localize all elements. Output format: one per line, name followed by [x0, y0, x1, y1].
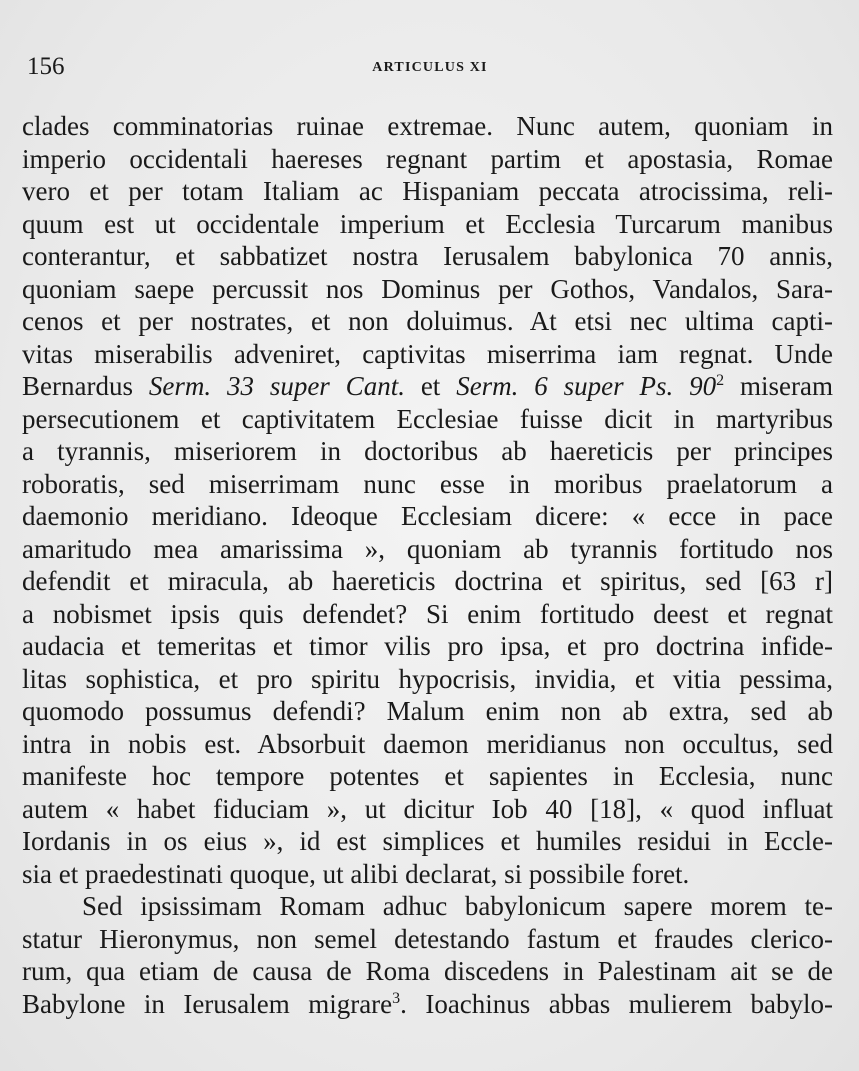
text-segment: cenos et per nostrates, et non doluimus. At etsi nec ultima capti- [22, 306, 833, 336]
text-segment: intra in nobis est. Absorbuit daemon meridianus non occultus, sed [22, 728, 833, 759]
text-line [22, 890, 833, 923]
text-line [22, 598, 833, 631]
text-line [22, 858, 833, 891]
running-head: ARTICULUS XI [372, 60, 488, 75]
text-line [22, 825, 833, 858]
text-segment: miseram [724, 371, 833, 401]
text-line [22, 175, 833, 208]
text-segment: Iordanis in os eius », id est simplices et humiles residui in Eccle- [22, 826, 833, 856]
text-line [22, 923, 833, 956]
text-line [22, 143, 833, 176]
text-line [22, 240, 833, 273]
text-line [22, 565, 833, 598]
text-line [22, 338, 833, 371]
text-segment: vitas miserabilis adveniret, captivitas miserrima iam regnat. Unde [22, 338, 833, 369]
footnote-marker: 2 [716, 372, 725, 389]
text-segment: litas sophistica, et pro spiritu hypocrisis, invidia, et vitia pessima, [22, 663, 833, 694]
text-line [22, 370, 833, 403]
text-segment: conterantur, et sabbatizet nostra Ierusalem babylonica 70 annis, [22, 241, 833, 271]
italic-reference: Serm. 6 super Ps. 90 [456, 371, 717, 401]
text-segment: quoniam saepe percussit nos Dominus per Gothos, Vandalos, Sara- [22, 273, 833, 304]
text-segment: audacia et temeritas et timor vilis pro ipsa, et pro doctrina infide- [22, 631, 833, 661]
text-line [22, 988, 833, 1021]
text-segment: Sed ipsissimam Romam adhuc babylonicum sapere morem te- [82, 891, 833, 921]
text-segment: daemonio meridiano. Ideoque Ecclesiam dicere: « ecce in pace [22, 501, 833, 531]
text-segment: rum, qua etiam de causa de Roma discedens in Palestinam ait se de [22, 956, 833, 986]
footnote-marker: 3 [392, 989, 401, 1007]
text-segment: manifeste hoc tempore potentes et sapientes in Ecclesia, nunc [22, 761, 833, 791]
text-segment: imperio occidentali haereses regnant partim et apostasia, Romae [22, 143, 833, 174]
text-segment: et [404, 371, 457, 401]
text-line [22, 533, 833, 566]
body-text [22, 110, 833, 1020]
text-line [22, 728, 833, 761]
text-segment: persecutionem et captivitatem Ecclesiae fuisse dicit in martyribus [22, 403, 833, 434]
page-number: 156 [27, 53, 65, 80]
text-line [22, 760, 833, 793]
text-segment: . Ioachinus abbas mulierem babylo- [400, 988, 833, 1019]
text-segment: amaritudo mea amarissima », quoniam ab tyrannis fortitudo nos [22, 533, 833, 564]
text-segment: a tyrannis, miseriorem in doctoribus ab haereticis per principes [22, 436, 833, 466]
text-line [22, 110, 833, 143]
text-segment: sia et praedestinati quoque, ut alibi declarat, si possibile foret. [22, 858, 690, 889]
page-header [27, 52, 833, 82]
text-line [22, 208, 833, 241]
text-segment: vero et per totam Italiam ac Hispaniam peccata atrocissima, reli- [22, 176, 833, 206]
text-segment: statur Hieronymus, non semel detestando fastum et fraudes clerico- [22, 923, 833, 954]
text-line [22, 663, 833, 696]
text-segment: quum est ut occidentale imperium et Ecclesia Turcarum manibus [22, 208, 833, 239]
text-line [22, 793, 833, 826]
text-segment: Babylone in Ierusalem migrare [22, 988, 393, 1019]
text-line [22, 500, 833, 533]
text-line [22, 468, 833, 501]
text-line [22, 435, 833, 468]
text-line [22, 955, 833, 988]
text-segment: quomodo possumus defendi? Malum enim non ab extra, sed ab [22, 696, 833, 726]
text-line [22, 630, 833, 663]
text-segment: Bernardus [22, 371, 149, 401]
text-segment: roboratis, sed miserrimam nunc esse in moribus praelatorum a [22, 468, 833, 499]
text-line [22, 403, 833, 436]
text-segment: a nobismet ipsis quis defendet? Si enim fortitudo deest et regnat [22, 598, 833, 629]
text-line [22, 305, 833, 338]
text-line [22, 273, 833, 306]
text-segment: autem « habet fiduciam », ut dicitur Iob 40 [18], « quod influat [22, 793, 833, 824]
text-segment: clades comminatorias ruinae extremae. Nunc autem, quoniam in [22, 111, 833, 141]
text-line [22, 695, 833, 728]
text-segment: defendit et miracula, ab haereticis doctrina et spiritus, sed [63 r] [22, 566, 833, 596]
italic-reference: Serm. 33 super Cant. [148, 371, 405, 401]
